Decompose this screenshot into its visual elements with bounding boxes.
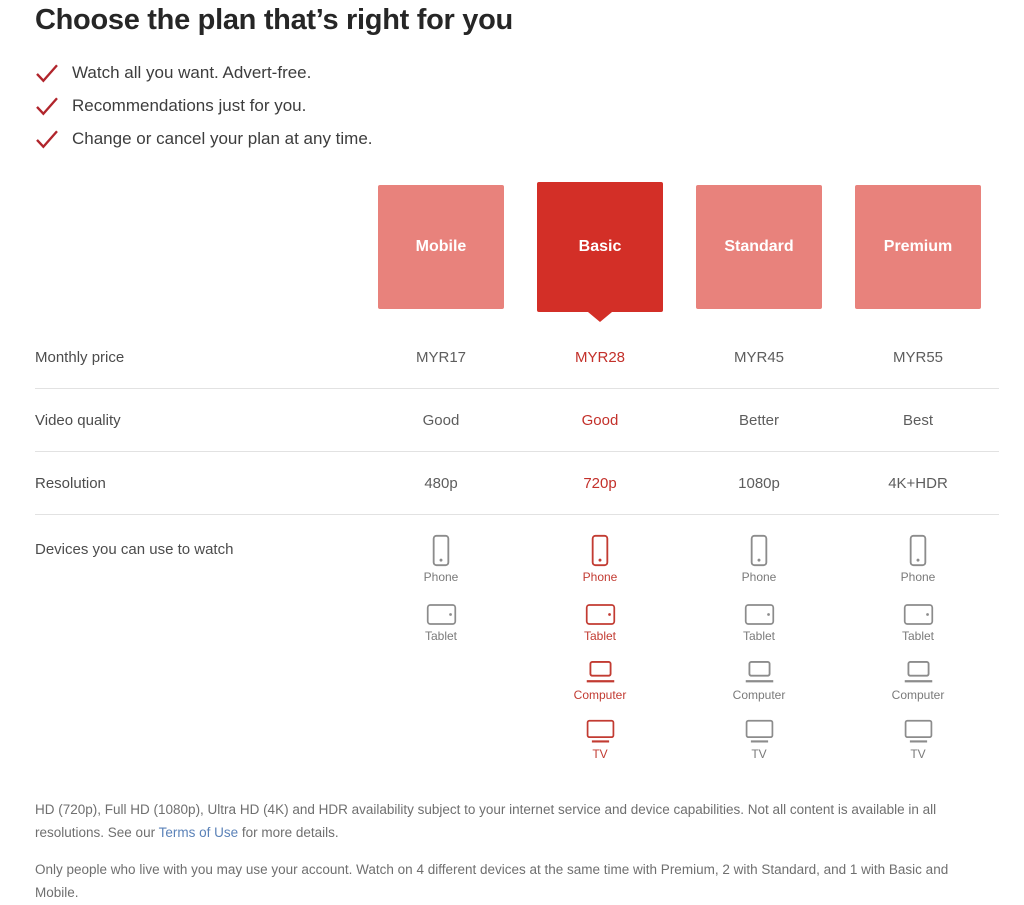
devices-standard <box>696 525 822 761</box>
device-computer <box>855 643 981 702</box>
plans-header <box>35 185 999 312</box>
plan-box-premium[interactable] <box>855 185 981 309</box>
device-phone <box>378 525 504 584</box>
selected-plan-pointer <box>588 312 612 322</box>
device-phone <box>537 525 663 584</box>
device-label: TV <box>910 747 926 761</box>
tv-icon <box>903 719 934 744</box>
device-phone <box>855 525 981 584</box>
monthly-price-row <box>35 326 999 389</box>
devices-premium <box>855 525 981 761</box>
device-label: TV <box>592 747 608 761</box>
device-tv <box>537 702 663 761</box>
plan-box-mobile[interactable] <box>378 185 504 309</box>
tablet-icon <box>585 603 616 626</box>
computer-icon <box>584 660 617 685</box>
benefit-item <box>35 96 999 116</box>
hd-disclaimer <box>35 799 965 845</box>
resolution-standard: 1080p <box>738 474 780 492</box>
video-quality-premium: Best <box>902 411 933 429</box>
tablet-icon <box>426 603 457 626</box>
devices-mobile <box>378 525 504 643</box>
row-label-video-quality: Video quality <box>35 411 121 429</box>
computer-icon <box>902 660 935 685</box>
device-label: Phone <box>423 570 459 584</box>
devices-basic <box>537 525 663 761</box>
check-icon <box>35 96 59 116</box>
phone-icon <box>430 534 452 567</box>
device-tablet <box>537 584 663 643</box>
device-computer <box>537 643 663 702</box>
device-label: Phone <box>741 570 777 584</box>
monthly-price-mobile: MYR17 <box>415 348 467 366</box>
benefits-list <box>35 63 999 149</box>
computer-icon <box>743 660 776 685</box>
device-label: Computer <box>732 688 786 702</box>
device-label: TV <box>751 747 767 761</box>
device-tablet <box>378 584 504 643</box>
account-sharing-note: Only people who live with you may use your account. Watch on 4 different devices at the same time with Premium, 2 with Standard, and 1 with Basic and Mobile. <box>35 861 949 900</box>
resolution-mobile: 480p <box>424 474 458 492</box>
device-label: Phone <box>900 570 936 584</box>
device-label: Phone <box>582 570 618 584</box>
device-tablet <box>855 584 981 643</box>
row-label-monthly-price: Monthly price <box>35 348 125 366</box>
resolution-basic: 720p <box>583 474 617 492</box>
plan-box-basic[interactable] <box>537 182 663 312</box>
tablet-icon <box>744 603 775 626</box>
benefit-item <box>35 129 999 149</box>
monthly-price-standard: MYR45 <box>733 348 785 366</box>
phone-icon <box>589 534 611 567</box>
device-phone <box>696 525 822 584</box>
plan-name: Standard <box>724 238 794 255</box>
check-icon <box>35 129 59 149</box>
benefit-text: Watch all you want. Advert-free. <box>72 63 312 82</box>
tv-icon <box>744 719 775 744</box>
device-label: Tablet <box>583 629 617 643</box>
video-quality-basic: Good <box>581 411 619 429</box>
monthly-price-premium: MYR55 <box>892 348 944 366</box>
monthly-price-basic: MYR28 <box>574 348 626 366</box>
plan-name: Basic <box>578 238 622 255</box>
plan-box-standard[interactable] <box>696 185 822 309</box>
page-title: Choose the plan that’s right for you <box>35 4 513 36</box>
plan-name: Premium <box>883 238 953 255</box>
terms-of-use-link[interactable]: Terms of Use <box>158 824 239 840</box>
phone-icon <box>907 534 929 567</box>
row-label-devices: Devices you can use to watch <box>35 541 234 558</box>
device-label: Tablet <box>901 629 935 643</box>
row-label-resolution: Resolution <box>35 474 106 492</box>
check-icon <box>35 63 59 83</box>
benefit-text: Recommendations just for you. <box>72 96 307 115</box>
phone-icon <box>748 534 770 567</box>
tv-icon <box>585 719 616 744</box>
device-label: Computer <box>891 688 945 702</box>
device-label: Computer <box>573 688 627 702</box>
video-quality-standard: Better <box>738 411 780 429</box>
benefit-text: Change or cancel your plan at any time. <box>72 129 373 148</box>
device-label: Tablet <box>742 629 776 643</box>
disclaimer-text-post: for more details. <box>238 824 339 840</box>
tablet-icon <box>903 603 934 626</box>
devices-row <box>35 515 999 761</box>
device-label: Tablet <box>424 629 458 643</box>
plan-selection-page <box>35 4 999 905</box>
device-tablet <box>696 584 822 643</box>
device-computer <box>696 643 822 702</box>
resolution-row <box>35 452 999 515</box>
footer-notes <box>35 799 965 905</box>
resolution-premium: 4K+HDR <box>888 474 948 492</box>
device-tv <box>855 702 981 761</box>
video-quality-row <box>35 389 999 452</box>
disclaimer-text-pre: HD (720p), Full HD (1080p), Ultra HD (4K) and HDR availability subject to your internet service and device capabilities. Not all content is available in all resolutions. See our <box>35 802 937 840</box>
plan-name: Mobile <box>415 238 467 255</box>
device-tv <box>696 702 822 761</box>
video-quality-mobile: Good <box>422 411 460 429</box>
benefit-item <box>35 63 999 83</box>
